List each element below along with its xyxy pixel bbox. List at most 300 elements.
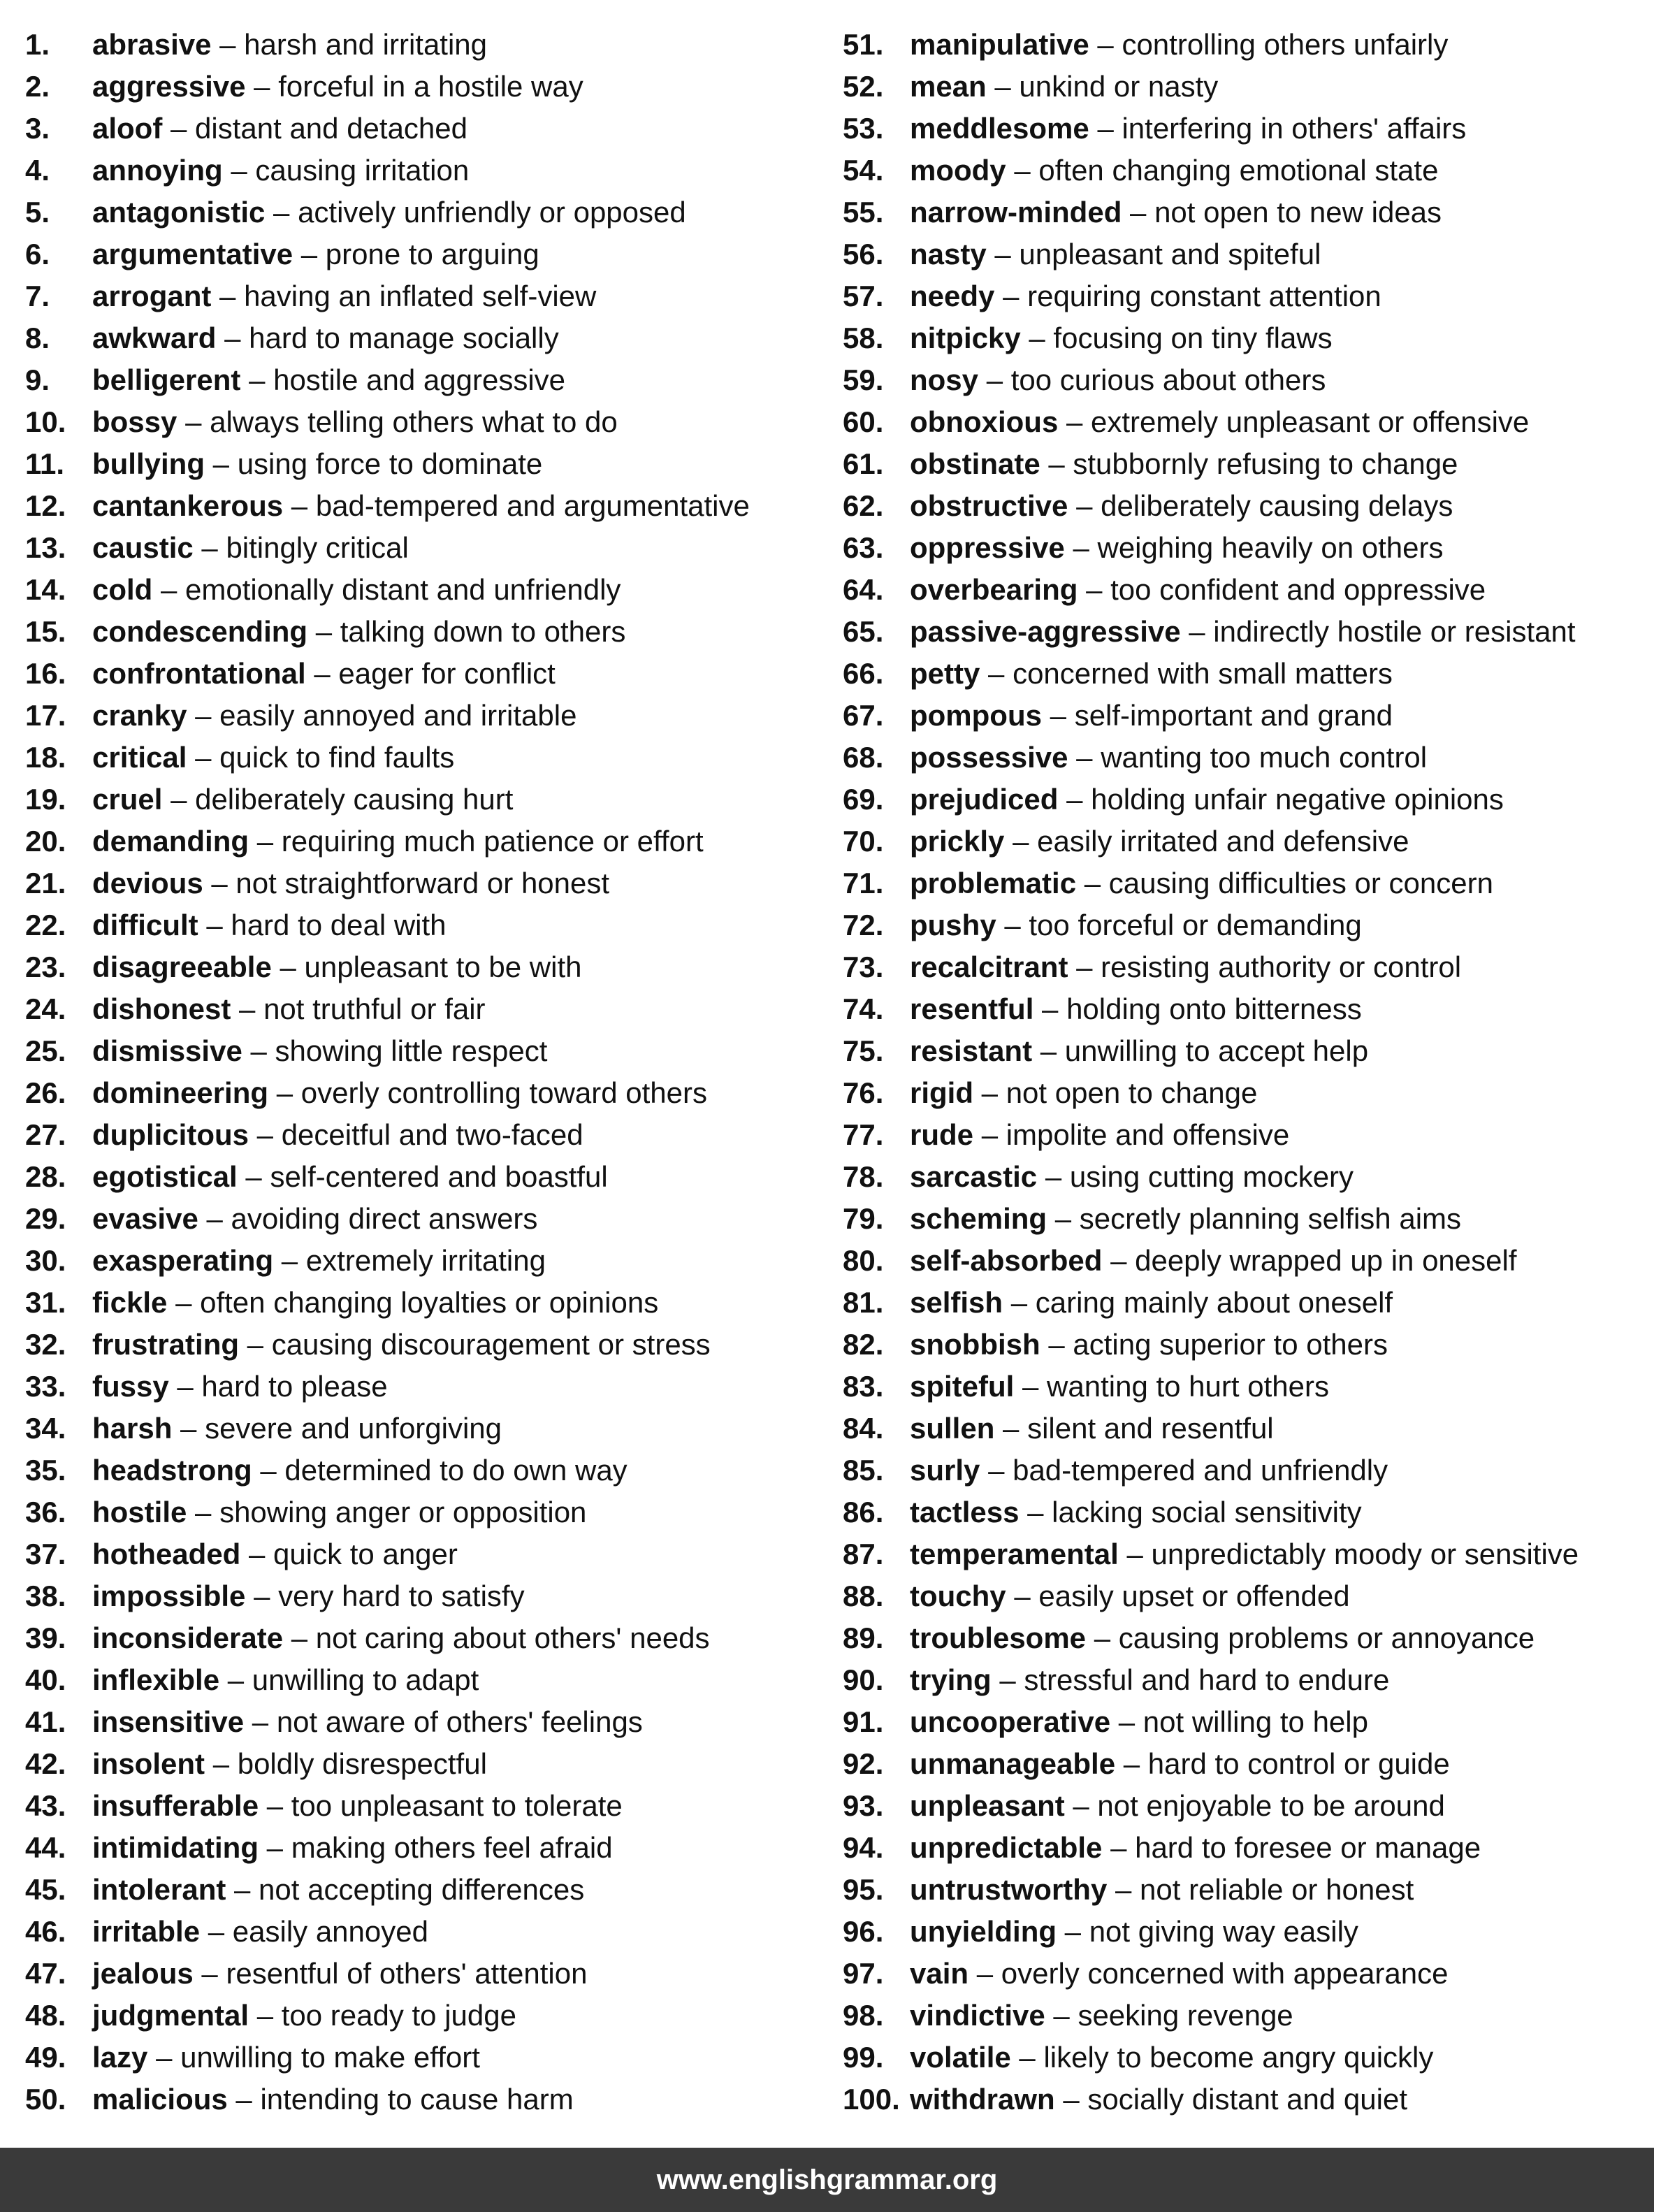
item-definition: caring mainly about oneself [1035,1286,1393,1319]
list-item [843,821,1646,862]
list-item [843,1827,1646,1869]
item-number: 41. [25,1705,66,1738]
item-word: touchy [910,1580,1006,1612]
item-word: egotistical [92,1160,238,1193]
item-separator: – [161,573,177,606]
list-item [25,1659,822,1701]
list-item [843,1533,1646,1575]
item-number: 89. [843,1621,884,1654]
item-definition: wanting to hurt others [1047,1370,1329,1403]
list-item [843,1659,1646,1701]
item-word: vindictive [910,1999,1045,2032]
item-word: pompous [910,699,1042,732]
item-number: 37. [25,1538,66,1570]
item-definition: quick to find faults [219,741,455,774]
item-separator: – [212,447,230,480]
item-separator: – [254,1580,270,1612]
item-separator: – [300,238,318,270]
item-word: fussy [92,1370,169,1403]
item-word: belligerent [92,363,241,396]
item-number: 81. [843,1286,884,1319]
item-number: 85. [843,1454,884,1487]
item-word: withdrawn [910,2083,1055,2116]
list-item [843,569,1646,611]
item-separator: – [256,825,274,858]
item-word: critical [92,741,187,774]
item-number: 45. [25,1873,66,1906]
item-word: obstructive [910,489,1068,522]
item-number: 35. [25,1454,66,1487]
item-separator: – [247,1328,264,1361]
list-item [25,1743,822,1785]
item-definition: requiring constant attention [1027,280,1381,312]
item-separator: – [1027,1496,1044,1528]
item-separator: – [175,1286,192,1319]
item-number: 46. [25,1915,66,1948]
list-item [843,1240,1646,1282]
item-separator: – [177,1370,194,1403]
list-item [843,1953,1646,1995]
item-separator: – [1123,1747,1140,1780]
item-number: 88. [843,1580,884,1612]
item-number: 15. [25,615,66,648]
item-separator: – [1076,741,1093,774]
item-definition: bad-tempered and unfriendly [1013,1454,1388,1487]
list-item [843,1575,1646,1617]
item-number: 77. [843,1118,884,1151]
list-item [25,611,822,653]
item-definition: not aware of others' feelings [276,1705,643,1738]
item-separator: – [994,70,1011,103]
item-number: 82. [843,1328,884,1361]
list-item [25,1156,822,1198]
item-word: passive-aggressive [910,615,1181,648]
item-number: 11. [25,447,65,480]
list-item [843,1743,1646,1785]
item-definition: likely to become angry quickly [1043,2041,1434,2074]
list-item [25,66,822,108]
item-word: resentful [910,992,1034,1025]
list-item [25,1911,822,1953]
item-word: temperamental [910,1538,1119,1570]
item-word: condescending [92,615,308,648]
item-separator: – [1097,112,1114,145]
item-word: evasive [92,1202,198,1235]
item-separator: – [1014,1580,1031,1612]
item-word: aloof [92,112,163,145]
item-number: 33. [25,1370,66,1403]
item-word: insufferable [92,1789,259,1822]
item-word: recalcitrant [910,950,1068,983]
item-separator: – [1004,909,1021,941]
item-definition: harsh and irritating [244,28,488,61]
item-word: judgmental [92,1999,249,2032]
word-list [0,24,1654,2120]
item-separator: – [1086,573,1103,606]
list-item [25,1869,822,1911]
list-item [25,695,822,737]
item-definition: hard to please [201,1370,388,1403]
item-number: 56. [843,238,884,270]
left-column [25,24,822,2120]
item-word: nosy [910,363,979,396]
item-separator: – [211,867,228,899]
item-number: 4. [25,154,50,187]
list-item [843,2037,1646,2079]
item-separator: – [1063,2083,1080,2116]
item-number: 83. [843,1370,884,1403]
item-word: irritable [92,1915,201,1948]
item-definition: unwilling to adapt [252,1663,479,1696]
item-definition: not truthful or fair [263,992,486,1025]
item-definition: easily upset or offended [1038,1580,1350,1612]
item-number: 50. [25,2083,66,2116]
list-item [843,1030,1646,1072]
item-separator: – [250,1034,267,1067]
item-number: 90. [843,1663,884,1696]
item-word: jealous [92,1957,194,1990]
item-separator: – [1003,280,1020,312]
list-item [25,988,822,1030]
item-definition: eager for conflict [338,657,556,690]
item-word: nasty [910,238,987,270]
item-definition: overly concerned with appearance [1001,1957,1449,1990]
item-separator: – [219,280,236,312]
item-definition: deceitful and two-faced [281,1118,583,1151]
item-separator: – [1073,531,1089,564]
item-separator: – [185,405,202,438]
item-definition: showing little respect [275,1034,548,1067]
item-definition: causing difficulties or concern [1108,867,1493,899]
item-number: 13. [25,531,66,564]
item-word: lazy [92,2041,148,2074]
list-item [25,24,822,66]
list-item [843,1617,1646,1659]
list-item [25,904,822,946]
item-separator: – [994,238,1011,270]
item-number: 10. [25,405,66,438]
item-number: 39. [25,1621,66,1654]
item-separator: – [234,1873,251,1906]
item-definition: lacking social sensitivity [1052,1496,1362,1528]
item-word: aggressive [92,70,246,103]
item-separator: – [1022,1370,1039,1403]
item-word: antagonistic [92,196,266,229]
list-item [25,485,822,527]
item-word: uncooperative [910,1705,1111,1738]
item-definition: hostile and aggressive [273,363,566,396]
item-separator: – [1003,1412,1020,1445]
item-number: 17. [25,699,66,732]
item-separator: – [201,531,218,564]
item-definition: acting superior to others [1073,1328,1388,1361]
item-number: 2. [25,70,50,103]
item-definition: hard to deal with [231,909,447,941]
item-separator: – [314,657,331,690]
list-item [25,1450,822,1491]
item-definition: not willing to help [1142,1705,1368,1738]
list-item [843,1450,1646,1491]
list-item [25,1575,822,1617]
item-word: overbearing [910,573,1078,606]
website-url[interactable]: www.englishgrammar.org [656,2164,998,2195]
item-separator: – [1110,1244,1127,1277]
item-number: 92. [843,1747,884,1780]
item-word: prejudiced [910,783,1059,816]
list-item [25,1491,822,1533]
item-definition: actively unfriendly or opposed [298,196,686,229]
item-number: 100. [843,2083,900,2116]
item-definition: deliberately causing delays [1101,489,1453,522]
item-word: exasperating [92,1244,274,1277]
item-separator: – [1053,1999,1070,2032]
item-number: 86. [843,1496,884,1528]
list-item [25,2079,822,2120]
item-word: sullen [910,1412,995,1445]
item-separator: – [249,363,266,396]
item-number: 3. [25,112,50,145]
list-item [25,1324,822,1366]
item-separator: – [1014,154,1031,187]
item-number: 16. [25,657,66,690]
item-separator: – [281,1244,298,1277]
item-separator: – [208,1915,225,1948]
list-item [843,1198,1646,1240]
item-number: 42. [25,1747,66,1780]
item-definition: unwilling to make effort [180,2041,480,2074]
footer-banner [0,2148,1654,2212]
item-definition: silent and resentful [1027,1412,1274,1445]
item-definition: too confident and oppressive [1110,573,1486,606]
item-definition: using cutting mockery [1069,1160,1354,1193]
item-definition: self-important and grand [1074,699,1393,732]
item-separator: – [254,70,270,103]
item-definition: resentful of others' attention [226,1957,588,1990]
item-separator: – [227,1663,245,1696]
item-number: 70. [843,825,884,858]
item-word: moody [910,154,1006,187]
item-separator: – [235,2083,252,2116]
item-number: 14. [25,573,66,606]
item-number: 67. [843,699,884,732]
item-number: 7. [25,280,50,312]
item-definition: boldly disrespectful [237,1747,487,1780]
list-item [843,1785,1646,1827]
item-definition: not giving way easily [1089,1915,1358,1948]
item-number: 24. [25,992,66,1025]
item-word: inconsiderate [92,1621,284,1654]
item-separator: – [1048,447,1065,480]
list-item [843,1408,1646,1450]
item-separator: – [1048,1328,1065,1361]
item-definition: unkind or nasty [1019,70,1219,103]
item-number: 71. [843,867,884,899]
item-separator: – [1045,1160,1062,1193]
item-number: 6. [25,238,50,270]
list-item [25,1995,822,2037]
item-definition: easily annoyed [232,1915,428,1948]
item-number: 9. [25,363,50,396]
item-number: 73. [843,950,884,983]
item-definition: bitingly critical [226,531,409,564]
item-definition: indirectly hostile or resistant [1213,615,1576,648]
list-item [843,150,1646,191]
item-number: 65. [843,615,884,648]
item-word: possessive [910,741,1068,774]
item-definition: always telling others what to do [210,405,618,438]
item-number: 51. [843,28,884,61]
item-definition: distant and detached [195,112,468,145]
item-word: unpleasant [910,1789,1065,1822]
list-item [843,66,1646,108]
item-definition: using force to dominate [237,447,543,480]
item-separator: – [280,950,296,983]
list-item [25,1030,822,1072]
item-word: fickle [92,1286,168,1319]
item-number: 96. [843,1915,884,1948]
item-definition: not accepting differences [259,1873,585,1906]
item-number: 60. [843,405,884,438]
item-separator: – [1126,1538,1143,1570]
item-definition: prone to arguing [325,238,539,270]
list-item [25,1114,822,1156]
item-definition: deeply wrapped up in oneself [1135,1244,1517,1277]
item-word: resistant [910,1034,1033,1067]
list-item [843,2079,1646,2120]
item-word: snobbish [910,1328,1040,1361]
item-number: 34. [25,1412,66,1445]
item-definition: often changing loyalties or opinions [200,1286,659,1319]
item-word: rude [910,1118,974,1151]
item-word: harsh [92,1412,173,1445]
item-separator: – [999,1663,1016,1696]
item-separator: – [1115,1873,1132,1906]
item-word: annoying [92,154,223,187]
list-item [25,1701,822,1743]
list-item [25,150,822,191]
item-separator: – [981,1076,999,1109]
list-item [843,653,1646,695]
item-definition: controlling others unfairly [1122,28,1449,61]
item-separator: – [1076,489,1093,522]
item-definition: weighing heavily on others [1097,531,1444,564]
list-item [843,527,1646,569]
list-item [843,611,1646,653]
item-definition: unpredictably moody or sensitive [1151,1538,1579,1570]
item-separator: – [156,2041,173,2074]
item-definition: easily irritated and defensive [1037,825,1409,858]
item-definition: talking down to others [340,615,626,648]
item-word: arrogant [92,280,212,312]
item-number: 78. [843,1160,884,1193]
item-separator: – [1094,1621,1111,1654]
item-definition: stressful and hard to endure [1024,1663,1390,1696]
item-number: 36. [25,1496,66,1528]
item-word: vain [910,1957,969,1990]
item-number: 52. [843,70,884,103]
item-separator: – [1066,405,1083,438]
item-definition: causing discouragement or stress [271,1328,711,1361]
list-item [25,359,822,401]
item-definition: not open to new ideas [1154,196,1442,229]
item-separator: – [976,1957,994,1990]
item-separator: – [1084,867,1101,899]
item-number: 18. [25,741,66,774]
item-definition: requiring much patience or effort [281,825,704,858]
item-word: hotheaded [92,1538,241,1570]
item-word: confrontational [92,657,306,690]
item-word: difficult [92,909,198,941]
item-number: 22. [25,909,66,941]
list-item [25,653,822,695]
item-number: 23. [25,950,66,983]
item-word: abrasive [92,28,212,61]
item-word: dishonest [92,992,231,1025]
item-separator: – [291,1621,308,1654]
list-item [25,401,822,443]
item-definition: too curious about others [1010,363,1326,396]
list-item [25,1953,822,1995]
item-number: 55. [843,196,884,229]
item-word: intolerant [92,1873,226,1906]
item-word: self-absorbed [910,1244,1103,1277]
item-separator: – [981,1118,999,1151]
item-number: 75. [843,1034,884,1067]
list-item [843,1324,1646,1366]
item-word: awkward [92,321,217,354]
item-number: 53. [843,112,884,145]
item-word: trying [910,1663,992,1696]
list-item [843,443,1646,485]
item-number: 26. [25,1076,66,1109]
item-definition: emotionally distant and unfriendly [185,573,621,606]
item-separator: – [224,321,241,354]
item-definition: quick to anger [273,1538,458,1570]
item-number: 74. [843,992,884,1025]
item-word: troublesome [910,1621,1087,1654]
list-item [843,1491,1646,1533]
list-item [25,821,822,862]
item-definition: too ready to judge [281,1999,516,2032]
list-item [843,988,1646,1030]
item-definition: very hard to satisfy [278,1580,525,1612]
item-number: 91. [843,1705,884,1738]
item-word: insensitive [92,1705,245,1738]
list-item [25,1240,822,1282]
item-separator: – [171,112,187,145]
item-number: 72. [843,909,884,941]
item-separator: – [1076,950,1093,983]
item-definition: resisting authority or control [1101,950,1462,983]
item-word: inflexible [92,1663,220,1696]
item-definition: not enjoyable to be around [1097,1789,1445,1822]
list-item [25,1198,822,1240]
item-number: 93. [843,1789,884,1822]
list-item [25,1366,822,1408]
item-separator: – [201,1957,218,1990]
item-word: problematic [910,867,1077,899]
list-item [843,1156,1646,1198]
item-separator: – [171,783,187,816]
item-definition: socially distant and quiet [1087,2083,1407,2116]
item-number: 84. [843,1412,884,1445]
list-item [843,1869,1646,1911]
item-word: devious [92,867,203,899]
item-definition: not straightforward or honest [235,867,610,899]
item-word: surly [910,1454,980,1487]
item-definition: severe and unforgiving [205,1412,502,1445]
list-item [25,1785,822,1827]
